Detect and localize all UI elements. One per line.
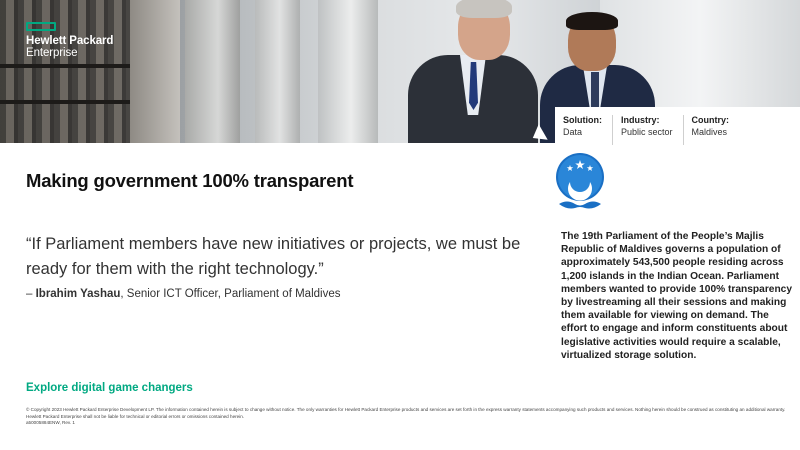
- hpe-logo: [26, 22, 113, 59]
- column: [255, 0, 300, 143]
- person-hair: [566, 12, 618, 30]
- column: [318, 0, 378, 143]
- quote-attribution: [26, 288, 340, 300]
- info-value: Maldives: [691, 127, 728, 137]
- legal-text: © Copyright 2023 Hewlett Packard Enterprise Development LP. The information contained herein is subject to change without notice. The only warranties for Hewlett Packard Enterprise products and services are set forth in the express warranty statements accompanying such products and services. Nothing herein should be construed as constituting an additional warranty. Hewlett Packard Enterprise shall not be liable for technical or editorial errors or omissions contained herein.: [26, 407, 786, 419]
- parliament-seal-icon: [553, 152, 607, 214]
- facade-ledge: [0, 64, 130, 68]
- info-heading: Industry:: [621, 115, 660, 125]
- logo-line2: Enterprise: [26, 47, 78, 59]
- attribution-role: , Senior ICT Officer, Parliament of Maldives: [120, 288, 341, 300]
- column: [130, 0, 180, 143]
- info-heading: Country:: [691, 115, 730, 125]
- attribution-dash: –: [26, 288, 36, 300]
- hpe-element-icon: [26, 22, 56, 31]
- attribution-name: Ibrahim Yashau: [35, 288, 121, 300]
- info-value: Public sector: [621, 127, 673, 137]
- info-value: Data: [563, 127, 583, 137]
- info-heading: Solution:: [563, 115, 602, 125]
- legal-footer: [26, 407, 786, 427]
- facade-ledge: [0, 100, 130, 104]
- case-summary: The 19th Parliament of the People’s Majlis Republic of Maldives governs a population of approximately 543,500 people residing across 1,200 islands in the Indian Ocean. Parliament members wanted to provide 100% transparency by livestreaming all their sessions and making them available for viewing on demand. The effort to engage and inform constituents about legislative activities would require a scalable, virtualized storage solution.: [561, 231, 792, 361]
- logo-line1: Hewlett Packard: [26, 35, 114, 47]
- doc-id: a50005884ENW, Rev. 1: [26, 420, 75, 425]
- page-title: Making government 100% transparent: [26, 170, 354, 191]
- info-panel: [555, 107, 800, 145]
- info-industry: [612, 115, 673, 145]
- column: [185, 0, 240, 143]
- info-solution: [563, 115, 602, 145]
- info-country: [683, 115, 730, 145]
- person-hair: [456, 0, 512, 18]
- person-tie: [591, 72, 599, 108]
- customer-quote: “If Parliament members have new initiatives or projects, we must be ready for them with the right technology.”: [26, 235, 521, 278]
- explore-link[interactable]: Explore digital game changers: [26, 382, 193, 394]
